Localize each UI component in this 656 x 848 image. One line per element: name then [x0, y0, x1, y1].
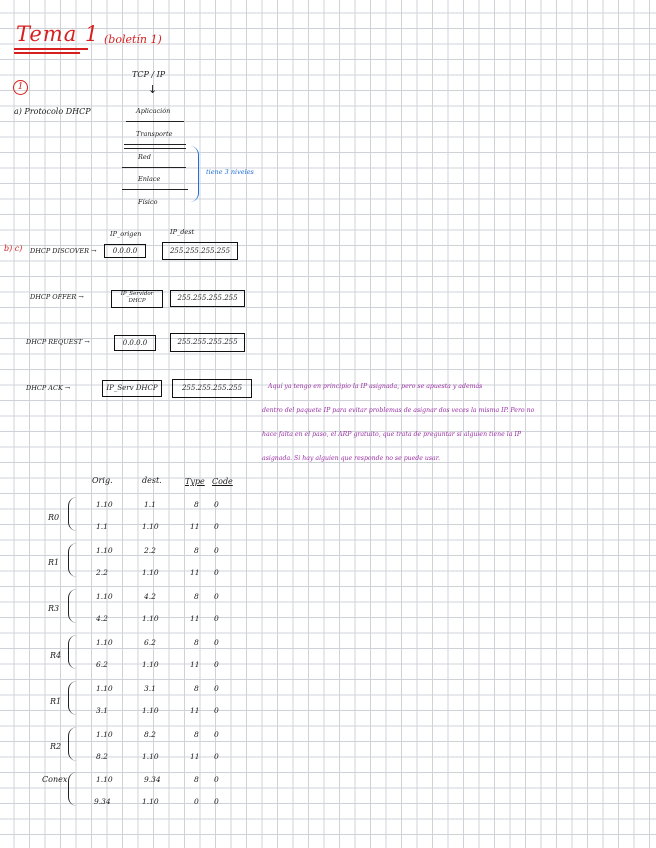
brace-note: tiene 3 niveles — [206, 168, 254, 176]
table-header-type: Type — [185, 477, 205, 486]
layer-divider — [122, 189, 188, 190]
router-label: R0 — [48, 513, 60, 522]
msg-ack: DHCP ACK → — [26, 384, 71, 392]
cell-dest: 2.2 — [144, 546, 156, 555]
note-line: dentro del paquete IP para evitar problemas de asignar dos veces la misma IP. Pero no — [262, 407, 535, 414]
cell-orig: 3.1 — [96, 706, 108, 715]
cell-type: 11 — [190, 614, 200, 623]
cell-code: 0 — [214, 568, 219, 577]
row-brace — [68, 589, 77, 623]
cell-code: 0 — [214, 592, 219, 601]
router-label: R1 — [48, 558, 60, 567]
cell-dest: 1.10 — [142, 752, 159, 761]
table-header-orig: Orig. — [92, 476, 113, 485]
cell-type: 8 — [194, 684, 199, 693]
cell-type: 8 — [194, 638, 199, 647]
src-box — [104, 244, 146, 258]
cell-code: 0 — [214, 797, 219, 806]
cell-type: 8 — [194, 775, 199, 784]
cell-code: 0 — [214, 752, 219, 761]
note-line: asignada. Si hay alguien que responde no se puede usar. — [262, 455, 440, 462]
dst-box — [172, 379, 252, 398]
src-value: 0.0.0.0 — [122, 339, 148, 347]
layer-red: Red — [138, 153, 151, 161]
cell-dest: 4.2 — [144, 592, 156, 601]
router-label: R3 — [48, 604, 60, 613]
layer-divider — [126, 121, 184, 122]
row-brace — [68, 772, 77, 806]
cell-orig: 4.2 — [96, 614, 108, 623]
cell-code: 0 — [214, 614, 219, 623]
cell-code: 0 — [214, 546, 219, 555]
col-dst-header: IP_dest — [170, 228, 195, 236]
note-line: hace falta en el paso, el ARP gratuito, que trata de preguntar si alguien tiene la IP — [262, 431, 522, 438]
layer-aplicacion: Aplicación — [136, 107, 171, 115]
layer-enlace: Enlace — [138, 175, 161, 183]
cell-dest: 8.2 — [144, 730, 156, 739]
row-brace — [68, 681, 77, 715]
cell-dest: 1.10 — [142, 568, 159, 577]
col-src-header: IP_origen — [110, 230, 142, 238]
dst-value: 255.255.255.255 — [181, 384, 243, 392]
cell-dest: 1.10 — [142, 522, 159, 531]
cell-orig: 1.10 — [96, 500, 113, 509]
table-header-dest: dest. — [142, 476, 162, 485]
row-brace — [68, 497, 77, 531]
src-box — [114, 335, 156, 351]
cell-dest: 9.34 — [144, 775, 161, 784]
cell-type: 8 — [194, 546, 199, 555]
page-subtitle: (boletín 1) — [104, 33, 162, 46]
cell-orig: 1.10 — [96, 775, 113, 784]
src-box — [111, 290, 163, 308]
dst-box — [170, 290, 245, 307]
router-label: R1 — [50, 697, 62, 706]
dst-box — [170, 333, 245, 352]
layer-transporte: Transporte — [136, 130, 173, 138]
src-box — [102, 380, 162, 397]
section-b-label: b) c) — [4, 244, 23, 253]
router-label: Conex — [42, 775, 68, 784]
cell-type: 11 — [190, 706, 200, 715]
cell-type: 11 — [190, 568, 200, 577]
dst-box — [162, 242, 238, 260]
page-title: Tema 1 — [16, 22, 100, 46]
cell-orig: 2.2 — [96, 568, 108, 577]
cell-code: 0 — [214, 775, 219, 784]
msg-discover: DHCP DISCOVER → — [30, 247, 97, 255]
row-brace — [68, 543, 77, 577]
msg-request: DHCP REQUEST → — [26, 338, 90, 346]
cell-dest: 6.2 — [144, 638, 156, 647]
cell-dest: 1.10 — [142, 706, 159, 715]
cell-code: 0 — [214, 522, 219, 531]
section-a-label: a) Protocolo DHCP — [14, 107, 91, 116]
down-arrow-icon: ↓ — [148, 83, 158, 96]
dst-value: 255.255.255.255 — [169, 247, 231, 255]
cell-code: 0 — [214, 500, 219, 509]
cell-orig: 9.34 — [94, 797, 111, 806]
layers-brace — [190, 146, 199, 202]
cell-code: 0 — [214, 706, 219, 715]
cell-code: 0 — [214, 684, 219, 693]
cell-type: 11 — [190, 752, 200, 761]
layer-fisico: Físico — [138, 198, 158, 206]
cell-type: 11 — [190, 522, 200, 531]
cell-type: 8 — [194, 730, 199, 739]
note-line: Aquí ya tengo en principio la IP asignada, pero se apuesta y además — [268, 383, 483, 390]
cell-code: 0 — [214, 638, 219, 647]
cell-orig: 1.10 — [96, 730, 113, 739]
msg-offer: DHCP OFFER → — [30, 293, 84, 301]
stack-title: TCP / IP — [132, 70, 166, 79]
row-brace — [68, 727, 77, 761]
cell-orig: 8.2 — [96, 752, 108, 761]
cell-dest: 1.10 — [142, 797, 159, 806]
table-header-code: Code — [212, 477, 233, 486]
cell-code: 0 — [214, 660, 219, 669]
cell-orig: 1.1 — [96, 522, 108, 531]
cell-orig: 6.2 — [96, 660, 108, 669]
cell-dest: 1.10 — [142, 660, 159, 669]
title-underline — [14, 48, 88, 50]
cell-dest: 1.1 — [144, 500, 156, 509]
cell-orig: 1.10 — [96, 592, 113, 601]
cell-orig: 1.10 — [96, 638, 113, 647]
src-value: 0.0.0.0 — [112, 247, 138, 255]
layer-divider — [124, 144, 186, 145]
cell-type: 11 — [190, 660, 200, 669]
cell-orig: 1.10 — [96, 684, 113, 693]
cell-type: 8 — [194, 592, 199, 601]
exercise-number: 1 — [13, 80, 28, 95]
cell-code: 0 — [214, 730, 219, 739]
layer-divider — [122, 167, 186, 168]
layer-divider — [124, 148, 186, 149]
router-label: R4 — [50, 651, 62, 660]
cell-type: 0 — [194, 797, 199, 806]
cell-dest: 1.10 — [142, 614, 159, 623]
title-underline-2 — [14, 52, 80, 54]
cell-type: 8 — [194, 500, 199, 509]
dst-value: 255.255.255.255 — [177, 294, 238, 302]
row-brace — [68, 635, 77, 669]
cell-dest: 3.1 — [144, 684, 156, 693]
dst-value: 255.255.255.255 — [177, 338, 238, 346]
src-value: IP_Servidor DHCP — [120, 291, 154, 304]
cell-orig: 1.10 — [96, 546, 113, 555]
src-value: IP_Serv DHCP — [106, 384, 158, 392]
router-label: R2 — [50, 742, 62, 751]
